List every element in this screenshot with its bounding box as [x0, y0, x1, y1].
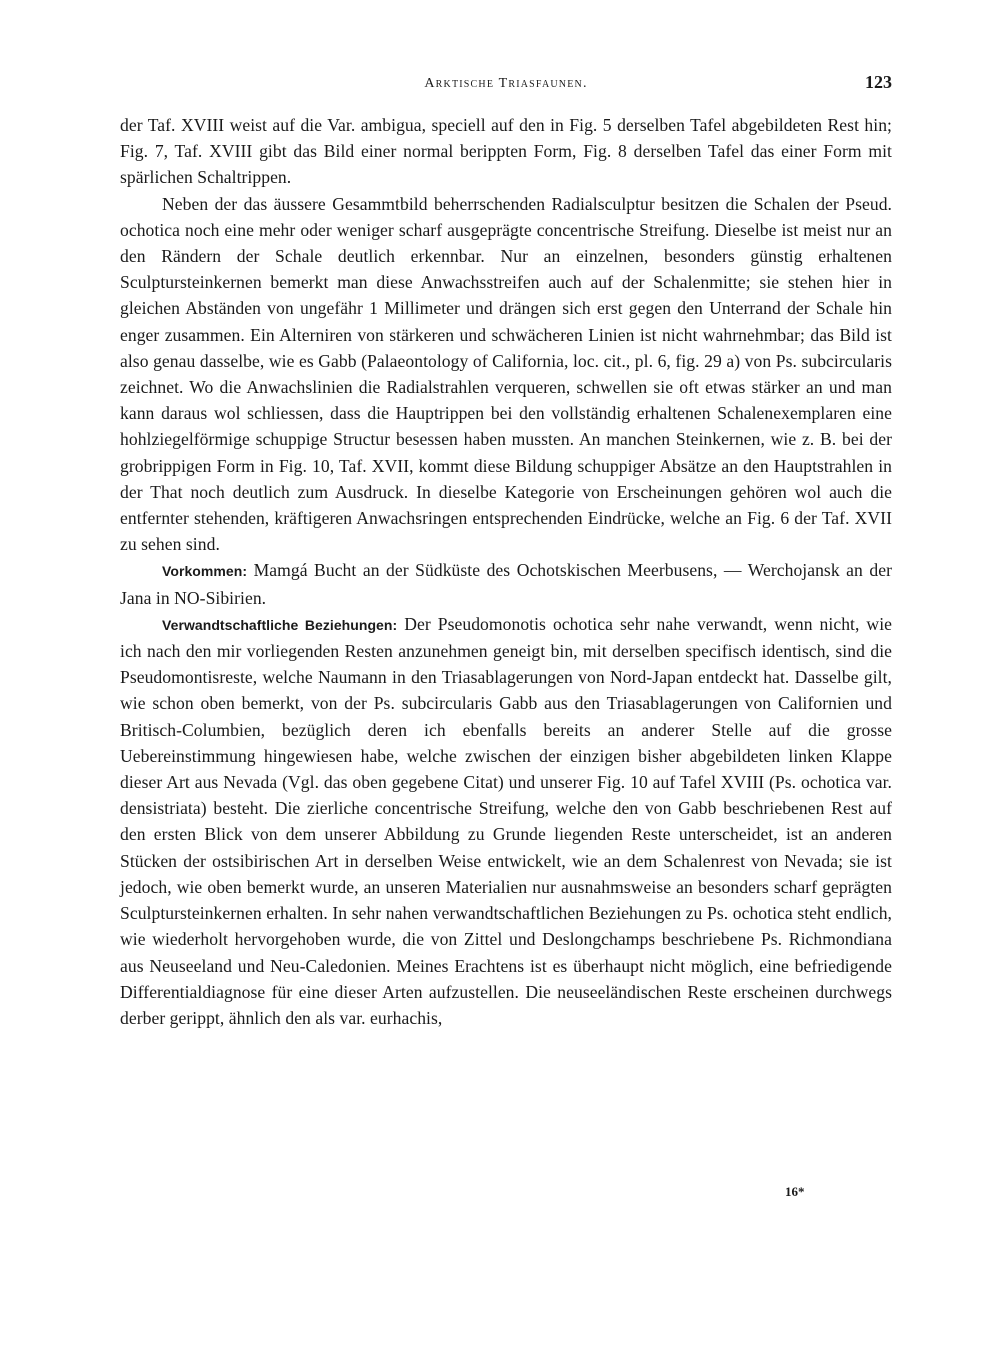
relationships-text: Der Pseudomonotis ochotica sehr nahe verwandt, wenn nicht, wie ich nach den mir vorliegenden Resten anzunehmen geneigt bin, mit derselben specifisch identisch, sind die Pseudomontisreste, welche Naumann in den Triasablagerungen von Nord-Japan entdeckt hat. Dasselbe gilt, wie schon oben bemerkt, von der Ps. subcircularis Gabb aus den Triasablagerungen von Californien und Britisch-Columbien, bezüglich deren ich ebenfalls bereits an anderer Stelle auf die grosse Uebereinstimmung hingewiesen habe, welche zwischen der einzigen bisher abgebildeten linken Klappe dieser Art aus Nevada (Vgl. das oben gegebene Citat) und unserer Fig. 10 auf Tafel XVIII (Ps. ochotica var. densistriata) besteht. Die zierliche concentrische Streifung, welche den von Gabb beschriebenen Rest auf den ersten Blick von dem unserer Abbildung zu Grunde liegenden Reste unterscheidet, ist an anderen Stücken der ostsibirischen Art in derselben Weise entwickelt, wie an dem Schalenrest von Nevada; sie ist jedoch, wie oben bemerkt wurde, an unseren Materialien nur ausnahmsweise an besonders scharf geprägten Sculptursteinkernen erhalten. In sehr nahen verwandtschaftlichen Beziehungen zu Ps. ochotica steht endlich, wie wiederholt hervorgehoben wurde, die von Zittel und Deslongchamps beschriebene Ps. Richmondiana aus Neuseeland und Neu-Caledonien. Meines Erachtens ist es überhaupt nicht möglich, eine befriedigende Differentialdiagnose für eine dieser Arten aufzustellen. Die neuseeländischen Reste erscheinen durchwegs derber gerippt, ähnlich den als var. eurhachis,	[120, 613, 892, 1028]
page-header	[120, 72, 892, 102]
paragraph-occurrence	[120, 557, 892, 610]
paragraph-sculpture: Neben der das äussere Gesammtbild beherrschenden Radialsculptur besitzen die Schalen der Pseud. ochotica noch eine mehr oder weniger scharf ausgeprägte concentrische Streifung. Dieselbe ist meist nur an den Rändern der Schale deutlich erkennbar. Nur an einzelnen, besonders günstig erhaltenen Sculptursteinkernen bemerkt man diese Anwachsstreifen auch auf der Schalenmitte; sie stehen hier in gleichen Abständen von ungefähr 1 Millimeter und drängen sich erst gegen den Unterrand der Schale hin enger zusammen. Ein Alterniren von stärkeren und schwächeren Linien ist nicht wahrnehmbar; das Bild ist also genau dasselbe, wie es Gabb (Palaeontology of California, loc. cit., pl. 6, fig. 29 a) von Ps. subcircularis zeichnet. Wo die Anwachslinien die Radialstrahlen verqueren, schwellen sie oft etwas stärker an und man kann daraus wol schliessen, dass die Hauptrippen bei den vollständig erhaltenen Schalenexemplaren eine hohlziegelförmige schuppige Structur besessen haben mussten. An manchen Steinkernen, wie z. B. bei der grobrippigen Form in Fig. 10, Taf. XVII, kommt diese Bildung schuppiger Absätze an den Hauptstrahlen in der That noch deutlich zum Ausdruck. In dieselbe Kategorie von Erscheinungen gehören wol auch die entfernter stehenden, kräftigeren Anwachsringen entsprechenden Eindrücke, welche an Fig. 6 der Taf. XVII zu sehen sind.	[120, 193, 892, 555]
page-number: 123	[865, 72, 892, 92]
signature-mark: 16*	[785, 1184, 805, 1199]
occurrence-text: Mamgá Bucht an der Südküste des Ochotskischen Meerbusens, — Werchojansk an der Jana in NO-Sibirien.	[120, 560, 893, 608]
occurrence-label: Vorkommen:	[162, 563, 248, 580]
paragraph-continuation: der Taf. XVIII weist auf die Var. ambigua, speciell auf den in Fig. 5 derselben Tafel abgebildeten Rest hin; Fig. 7, Taf. XVIII gibt das Bild einer normal berippten Form, Fig. 8 derselben Tafel das einer Form mit spärlichen Schaltrippen.	[120, 115, 892, 188]
page-body	[120, 112, 892, 1031]
running-title: Arktische Triasfaunen.	[424, 76, 588, 91]
relationships-label: Verwandtschaftliche Beziehungen:	[162, 616, 398, 633]
paragraph-relationships	[120, 611, 892, 1031]
